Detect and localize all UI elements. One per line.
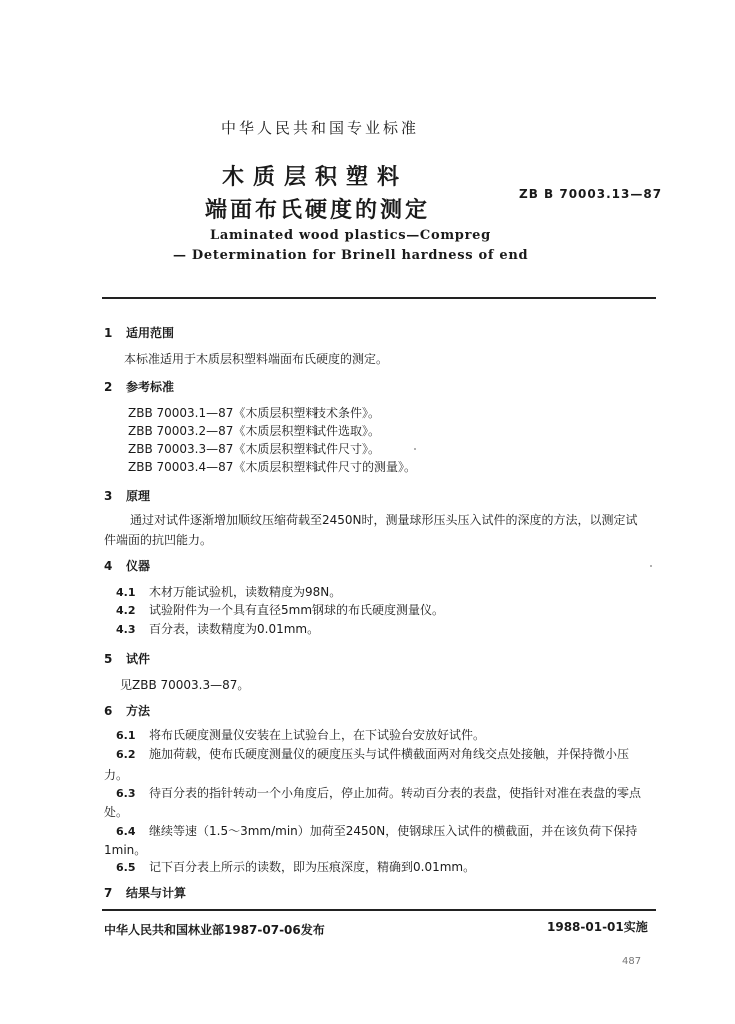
scan-speck [650, 565, 652, 567]
subsection-text: 将布氏硬度测量仪安装在上试验台上，在下试验台安放好试件。 [149, 728, 486, 742]
subsection-text: 施加荷载，使布氏硬度测量仪的硬度压头与试件横截面两对角线交点处接触，并保持微小压 [149, 747, 630, 761]
subsection-number: 4.3 [116, 623, 136, 636]
reference-name: 技术条件》。 [314, 406, 381, 420]
subsection-item [116, 858, 475, 875]
subsection-number: 6.1 [116, 729, 136, 742]
reference-item [128, 422, 380, 439]
scan-speck [414, 448, 416, 450]
section-3-body-line2: 件端面的抗凹能力。 [104, 533, 213, 547]
subsection-text: 试验附件为一个具有直径5mm钢球的布氏硬度测量仪。 [149, 603, 445, 617]
section-1-heading [104, 324, 174, 341]
section-7-heading [104, 884, 186, 901]
subsection-item [116, 822, 637, 839]
subsection-continuation: 处。 [104, 805, 129, 819]
subsection-number: 6.5 [116, 861, 136, 874]
section-2-heading [104, 378, 174, 395]
footer-divider [102, 909, 656, 911]
section-3-heading [104, 487, 150, 504]
reference-item [128, 458, 416, 475]
reference-code: ZBB 70003.2—87《木质层积塑料 [128, 424, 318, 438]
header-divider [102, 297, 656, 299]
section-number: 3 [104, 489, 113, 503]
section-number: 5 [104, 652, 113, 666]
subsection-number: 6.3 [116, 787, 136, 800]
section-title: 原理 [126, 489, 151, 503]
subsection-continuation: 力。 [104, 768, 129, 782]
subsection-item [116, 601, 444, 618]
section-number: 1 [104, 326, 113, 340]
section-number: 2 [104, 380, 113, 394]
reference-code: ZBB 70003.3—87《木质层积塑料 [128, 442, 318, 456]
section-title: 结果与计算 [126, 886, 187, 900]
title-chinese-line2: 端面布氏硬度的测定 [205, 198, 431, 223]
subsection-text: 百分表，读数精度为0.01mm。 [149, 622, 320, 636]
section-title: 适用范围 [126, 326, 175, 340]
subsection-item [116, 745, 629, 762]
reference-name: 试件尺寸的测量》。 [314, 460, 417, 474]
section-number: 7 [104, 886, 113, 900]
issuing-authority: 中华人民共和国专业标准 [220, 119, 419, 137]
subsection-item [116, 583, 341, 600]
reference-code: ZBB 70003.1—87《木质层积塑料 [128, 406, 318, 420]
section-number: 6 [104, 704, 113, 718]
reference-item [128, 404, 380, 421]
issue-date: 中华人民共和国林业部1987-07-06发布 [104, 923, 325, 937]
subsection-text: 木材万能试验机，读数精度为98N。 [149, 585, 342, 599]
section-3-body-line1: 通过对试件逐渐增加顺纹压缩荷载至2450N时，测量球形压头压入试件的深度的方法，以测定试 [130, 513, 638, 527]
section-5-heading [104, 650, 150, 667]
section-title: 方法 [126, 704, 151, 718]
title-english-line2: — Determination for Brinell hardness of end [173, 248, 529, 263]
subsection-item [116, 784, 641, 801]
subsection-number: 4.2 [116, 604, 136, 617]
title-english-line1: Laminated wood plastics—Compreg [210, 228, 491, 243]
section-title: 仪器 [126, 559, 151, 573]
section-title: 试件 [126, 652, 151, 666]
subsection-text: 待百分表的指针转动一个小角度后，停止加荷。转动百分表的表盘，使指针对准在表盘的零点 [149, 786, 642, 800]
subsection-continuation: 1min。 [104, 843, 147, 857]
reference-item [128, 440, 380, 457]
standard-code: ZB B 70003.13—87 [519, 187, 663, 201]
subsection-number: 6.4 [116, 825, 136, 838]
subsection-item [116, 726, 485, 743]
reference-code: ZBB 70003.4—87《木质层积塑料 [128, 460, 318, 474]
section-number: 4 [104, 559, 113, 573]
section-1-body: 本标准适用于木质层积塑料端面布氏硬度的测定。 [124, 352, 389, 366]
reference-name: 试件选取》。 [314, 424, 381, 438]
subsection-text: 记下百分表上所示的读数，即为压痕深度，精确到0.01mm。 [149, 860, 476, 874]
section-6-heading [104, 702, 150, 719]
subsection-item [116, 620, 319, 637]
section-title: 参考标准 [126, 380, 175, 394]
subsection-text: 继续等速（1.5～3mm/min）加荷至2450N，使钢球压入试件的横截面，并在该负荷下保持 [149, 824, 638, 838]
subsection-number: 4.1 [116, 586, 136, 599]
reference-name: 试件尺寸》。 [314, 442, 381, 456]
subsection-number: 6.2 [116, 748, 136, 761]
page-number: 487 [622, 956, 642, 967]
section-5-body: 见ZBB 70003.3—87。 [120, 678, 250, 692]
section-4-heading [104, 557, 150, 574]
effective-date: 1988-01-01实施 [547, 920, 648, 934]
title-chinese-line1: 木质层积塑料 [222, 165, 409, 190]
